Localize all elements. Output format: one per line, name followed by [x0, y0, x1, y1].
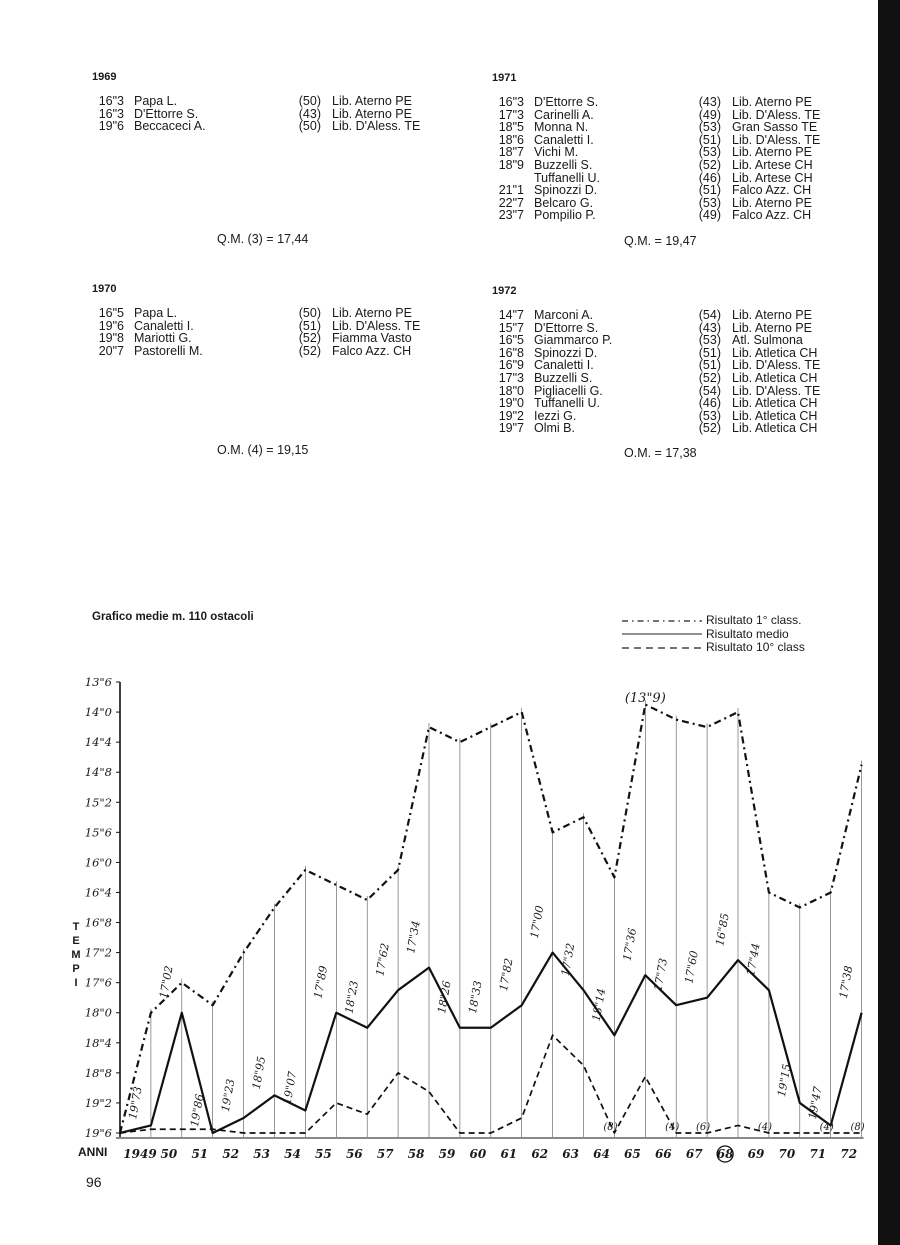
result-time: 19"6: [98, 119, 124, 134]
club-name: Lib. Atletica CH: [732, 370, 818, 385]
club-name: Lib. Aterno PE: [732, 308, 812, 322]
count-label: (4): [757, 1122, 772, 1133]
club-name: Lib. Aterno PE: [332, 306, 412, 320]
result-time: 14"7: [498, 308, 524, 322]
birth-year: (43): [698, 320, 721, 335]
birth-year: (50): [298, 119, 321, 134]
result-time: 16"3: [98, 94, 124, 108]
club-name: Lib. Aterno PE: [732, 320, 812, 335]
count-label: (8): [850, 1122, 865, 1133]
club-name: Lib. D'Aless. TE: [332, 119, 421, 134]
x-tick-label: 66: [654, 1147, 672, 1161]
result-time: 22"7: [498, 195, 524, 210]
count-label: (4): [819, 1122, 834, 1133]
y-axis-label-letter: M: [71, 949, 81, 961]
value-label: 18"33: [466, 979, 485, 1015]
result-time: 19"2: [498, 408, 524, 423]
birth-year: (53): [698, 333, 721, 348]
club-name: Lib. Aterno PE: [732, 95, 812, 109]
athlete-name: Giammarco P.: [534, 333, 613, 348]
athlete-name: Olmi B.: [534, 421, 575, 436]
qm-1970: O.M. (4) = 19,15: [217, 443, 309, 457]
value-label: 18"23: [342, 979, 362, 1015]
y-tick-label: 14"0: [84, 705, 112, 720]
x-tick-label: 57: [376, 1147, 394, 1161]
x-tick-label: 60: [469, 1147, 487, 1161]
page-number: 96: [86, 1174, 102, 1190]
club-name: Lib. Aterno PE: [332, 94, 412, 108]
club-name: Lib. D'Aless. TE: [732, 383, 821, 398]
athlete-name: D'Ettorre S.: [534, 95, 599, 109]
y-axis-label-letter: P: [72, 963, 80, 975]
athlete-name: Papa L.: [134, 306, 178, 320]
result-time: 19"7: [498, 421, 524, 436]
birth-year: (49): [698, 107, 721, 122]
y-tick-label: 16"0: [84, 855, 112, 870]
athlete-name: Marconi A.: [534, 308, 594, 322]
result-time: 16"9: [498, 358, 524, 373]
peak-label: (13"9): [624, 691, 666, 706]
value-label: 19"47: [805, 1085, 825, 1121]
x-tick-label: 68: [716, 1147, 734, 1161]
y-axis-label-letter: T: [72, 921, 80, 933]
athlete-name: Mariotti G.: [134, 331, 192, 346]
club-name: Fiamma Vasto: [332, 331, 412, 346]
x-tick-label: 70: [778, 1147, 796, 1161]
athlete-name: Buzzelli S.: [534, 370, 593, 385]
athlete-name: D'Ettorre S.: [134, 106, 199, 121]
y-axis-label-letter: E: [72, 935, 80, 947]
birth-year: (52): [698, 421, 721, 436]
athlete-name: Pigliacelli G.: [534, 383, 603, 398]
athlete-name: Carinelli A.: [534, 107, 594, 122]
birth-year: (52): [298, 343, 321, 358]
x-tick-label: 63: [562, 1147, 579, 1161]
table-year: 1970: [92, 283, 117, 295]
birth-year: (51): [698, 183, 721, 198]
result-time: 16"3: [498, 95, 524, 109]
x-tick-label: 58: [407, 1147, 425, 1161]
club-name: Lib. D'Aless. TE: [332, 318, 421, 333]
club-name: Lib. Atletica CH: [732, 421, 818, 436]
club-name: Falco Azz. CH: [332, 343, 412, 358]
x-tick-label: 59: [438, 1147, 456, 1161]
club-name: Gran Sasso TE: [732, 120, 818, 135]
value-label: 17"32: [558, 942, 578, 977]
x-tick-label: 54: [284, 1147, 301, 1161]
club-name: Lib. Artese CH: [732, 157, 813, 172]
y-tick-label: 17"6: [84, 975, 112, 990]
club-name: Lib. Atletica CH: [732, 345, 818, 360]
value-label: 19"07: [280, 1070, 300, 1106]
x-tick-label: 51: [191, 1147, 209, 1161]
value-label: 17"44: [744, 942, 763, 977]
x-tick-label: 69: [747, 1147, 765, 1161]
birth-year: (53): [698, 120, 721, 135]
birth-year: (50): [298, 306, 321, 320]
legend-label: Risultato medio: [706, 626, 789, 641]
result-time: 18"9: [498, 157, 524, 172]
athlete-name: D'Ettorre S.: [534, 320, 599, 335]
athlete-name: Beccaceci A.: [134, 119, 206, 134]
x-tick-label: 53: [253, 1147, 270, 1161]
x-tick-label: 65: [624, 1147, 641, 1161]
birth-year: (51): [698, 345, 721, 360]
y-tick-label: 18"0: [84, 1005, 112, 1020]
birth-year: (52): [698, 157, 721, 172]
athlete-name: Pastorelli M.: [134, 343, 203, 358]
athlete-name: Tuffanelli U.: [534, 170, 601, 185]
result-time: 19"0: [498, 396, 524, 411]
birth-year: (54): [698, 383, 721, 398]
athlete-name: Canaletti I.: [534, 132, 594, 147]
x-tick-label: 71: [809, 1147, 827, 1161]
result-time: 16"5: [498, 333, 524, 348]
y-tick-label: 15"2: [84, 795, 112, 810]
value-label: 18"26: [435, 979, 454, 1015]
x-tick-label: 61: [500, 1147, 518, 1161]
y-tick-label: 15"6: [84, 825, 112, 840]
club-name: Falco Azz. CH: [732, 208, 812, 223]
result-time: 16"3: [98, 106, 124, 121]
result-time: 18"5: [498, 120, 524, 135]
x-tick-label: 50: [160, 1147, 178, 1161]
scan-dark-edge: [878, 0, 900, 1245]
athlete-name: Canaletti I.: [534, 358, 594, 373]
birth-year: (43): [698, 95, 721, 109]
result-time: 23"7: [498, 208, 524, 223]
result-time: 17"3: [498, 370, 524, 385]
value-label: 19"73: [126, 1085, 145, 1121]
birth-year: (49): [698, 208, 721, 223]
x-tick-label: 56: [345, 1147, 363, 1161]
athlete-name: Iezzi G.: [534, 408, 577, 423]
y-tick-label: 17"2: [84, 945, 112, 960]
club-name: Lib. D'Aless. TE: [732, 132, 821, 147]
value-label: 17"73: [651, 957, 671, 993]
x-tick-label: 62: [531, 1147, 549, 1161]
result-time: 18"7: [498, 145, 524, 160]
result-time: 19"8: [98, 331, 124, 346]
athlete-name: Belcaro G.: [534, 195, 594, 210]
result-time: 19"6: [98, 318, 124, 333]
club-name: Atl. Sulmona: [732, 333, 803, 348]
x-tick-label: 67: [685, 1147, 703, 1161]
value-label: 17"82: [496, 957, 516, 993]
value-label: 16"85: [713, 912, 732, 947]
x-axis-label: ANNI: [78, 1145, 108, 1159]
birth-year: (51): [698, 132, 721, 147]
athlete-name: Spinozzi D.: [534, 345, 598, 360]
result-time: 18"6: [498, 132, 524, 147]
result-time: 20"7: [98, 343, 124, 358]
birth-year: (43): [298, 106, 321, 121]
y-tick-label: 18"8: [84, 1065, 112, 1080]
y-tick-label: 19"6: [84, 1126, 112, 1140]
birth-year: (51): [298, 318, 321, 333]
value-label: 18"95: [249, 1055, 269, 1091]
club-name: Lib. D'Aless. TE: [732, 107, 821, 122]
result-time: 18"0: [498, 383, 524, 398]
value-label: 17"62: [373, 942, 392, 977]
x-tick-label: 55: [315, 1147, 332, 1161]
birth-year: (53): [698, 195, 721, 210]
legend-label: Risultato 10° class: [706, 640, 805, 654]
result-time: 17"3: [498, 107, 524, 122]
value-annotations: [126, 691, 865, 1133]
result-time: 16"8: [498, 345, 524, 360]
table-year: 1969: [92, 71, 117, 83]
club-name: Lib. Atletica CH: [732, 396, 818, 411]
y-axis-label-letter: I: [74, 977, 78, 989]
athlete-name: Canaletti I.: [134, 318, 194, 333]
club-name: Lib. Aterno PE: [332, 106, 412, 121]
athlete-name: Tuffanelli U.: [534, 396, 601, 411]
y-tick-label: 14"4: [84, 735, 112, 750]
count-label: (4): [665, 1122, 680, 1133]
athlete-name: Buzzelli S.: [534, 157, 593, 172]
table-year: 1971: [492, 72, 517, 84]
x-tick-label: 1949: [123, 1147, 157, 1161]
club-name: Lib. Aterno PE: [732, 145, 812, 160]
y-tick-label: 13"6: [84, 675, 112, 689]
birth-year: (50): [298, 94, 321, 108]
club-name: Lib. Atletica CH: [732, 408, 818, 423]
birth-year: (53): [698, 145, 721, 160]
y-tick-label: 14"8: [84, 765, 112, 780]
graph-title: Grafico medie m. 110 ostacoli: [92, 611, 254, 623]
value-label: 18"14: [589, 987, 609, 1023]
x-tick-label: 72: [840, 1147, 858, 1161]
result-time: 16"5: [98, 306, 124, 320]
count-label: (8): [603, 1122, 618, 1133]
x-tick-label: 52: [222, 1147, 240, 1161]
birth-year: (51): [698, 358, 721, 373]
value-label: 17"00: [527, 904, 547, 940]
birth-year: (46): [698, 170, 721, 185]
value-label: 19"15: [775, 1062, 794, 1098]
value-label: 17"60: [682, 949, 701, 985]
value-label: 17"38: [836, 964, 856, 1000]
athlete-name: Pompilio P.: [534, 208, 596, 223]
value-label: 17"89: [311, 964, 331, 1000]
value-label: 19"23: [218, 1077, 238, 1113]
x-tick-label: 64: [593, 1147, 610, 1161]
value-label: 19"86: [187, 1092, 207, 1128]
athlete-name: Monna N.: [534, 120, 589, 135]
birth-year: (53): [698, 408, 721, 423]
y-tick-label: 16"4: [84, 885, 112, 900]
value-label: 17"34: [404, 919, 423, 955]
qm-1972: O.M. = 17,38: [624, 446, 697, 460]
birth-year: (52): [298, 331, 321, 346]
count-label: (6): [696, 1122, 711, 1133]
value-label: 17"02: [157, 964, 176, 1000]
qm-1971: Q.M. = 19,47: [624, 234, 697, 248]
result-time: 15"7: [498, 320, 524, 335]
athlete-name: Vichi M.: [534, 145, 579, 160]
athlete-name: Papa L.: [134, 94, 178, 108]
y-tick-label: 19"2: [84, 1095, 112, 1110]
value-label: 17"36: [620, 927, 640, 962]
birth-year: (52): [698, 370, 721, 385]
table-year: 1972: [492, 285, 517, 297]
club-name: Falco Azz. CH: [732, 183, 812, 198]
y-tick-label: 16"8: [84, 915, 112, 930]
result-time: 21"1: [498, 183, 524, 198]
y-tick-label: 18"4: [84, 1035, 112, 1050]
qm-1969: Q.M. (3) = 17,44: [217, 232, 309, 246]
athlete-name: Spinozzi D.: [534, 183, 598, 198]
birth-year: (54): [698, 308, 721, 322]
club-name: Lib. Artese CH: [732, 170, 813, 185]
legend-label: Risultato 1° class.: [706, 613, 802, 627]
club-name: Lib. Aterno PE: [732, 195, 812, 210]
birth-year: (46): [698, 396, 721, 411]
club-name: Lib. D'Aless. TE: [732, 358, 821, 373]
